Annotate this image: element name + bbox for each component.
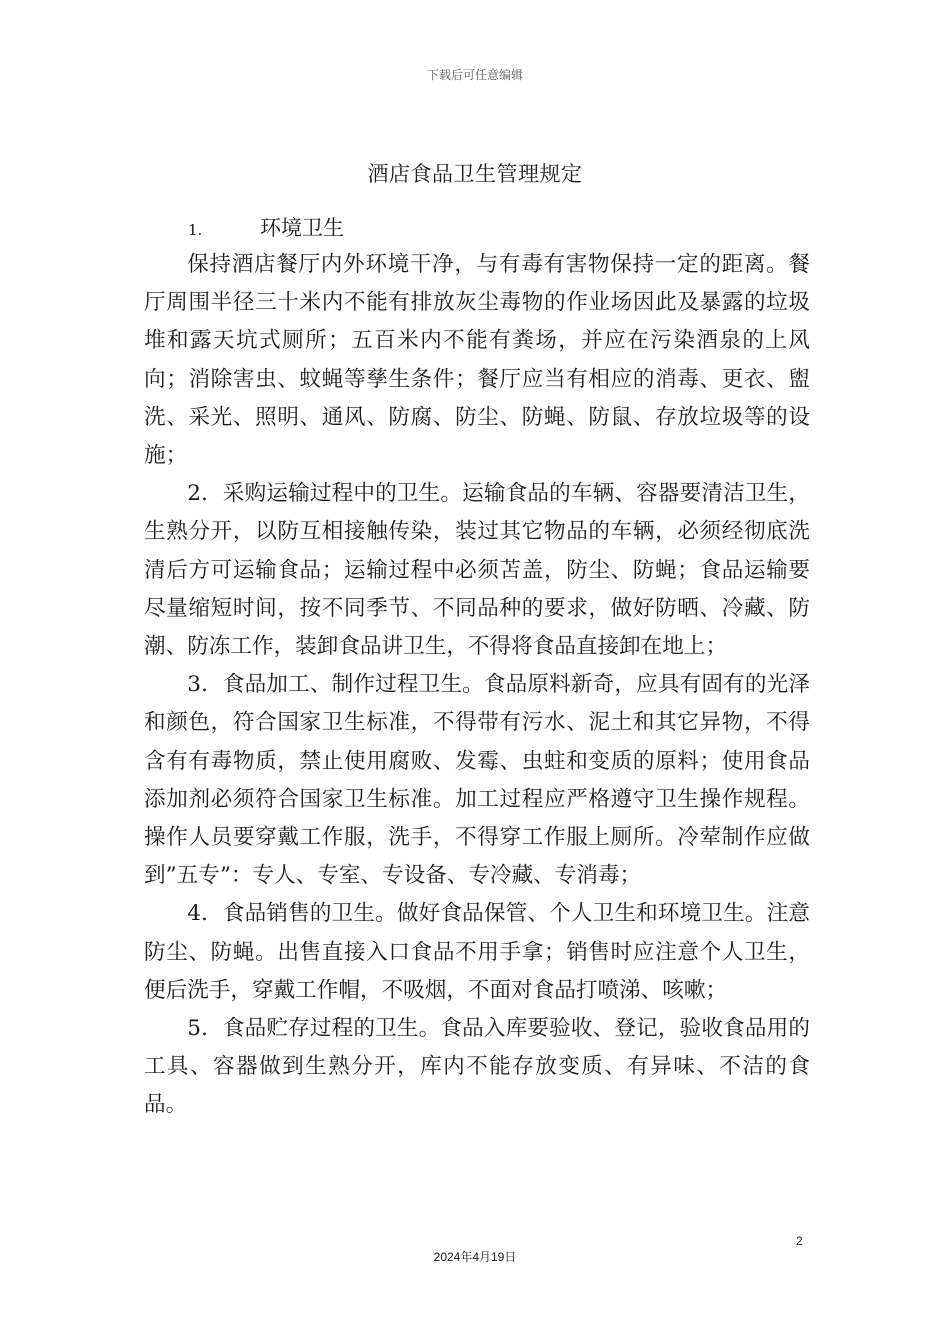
section-title: 环境卫生 [260, 216, 344, 240]
paragraph-storage: 5．食品贮存过程的卫生。食品入库要验收、登记，验收食品用的工具、容器做到生熟分开，库内不能存放变质、有异味、不洁的食品。 [144, 1016, 810, 1118]
section-heading [188, 212, 344, 242]
document-body [144, 246, 810, 1125]
header-note: 下载后可任意编辑 [426, 68, 523, 82]
paragraph-sales: 4．食品销售的卫生。做好食品保管、个人卫生和环境卫生。注意防尘、防蝇。出售直接入口食品不用手拿；销售时应注意个人卫生，便后洗手，穿戴工作帽，不吸烟，不面对食品打喷涕、咳嗽； [144, 901, 810, 1003]
footer-date: 2024年4月19日 [433, 1250, 517, 1264]
document-title: 酒店食品卫生管理规定 [367, 162, 583, 186]
page-number: 2 [796, 1234, 803, 1248]
paragraph-processing: 3．食品加工、制作过程卫生。食品原料新奇，应具有固有的光泽和颜色，符合国家卫生标准，不得带有污水、泥土和其它异物，不得含有有毒物质，禁止使用腐败、发霉、虫蛀和变质的原料；使用食品添加剂必须符合国家卫生标准。加工过程应严格遵守卫生操作规程。操作人员要穿戴工作服，洗手，不得穿工作服上厕所。冷荤制作应做到”五专”：专人、专室、专设备、专冷藏、专消毒； [144, 672, 810, 889]
paragraph-procurement: 2．采购运输过程中的卫生。运输食品的车辆、容器要清洁卫生，生熟分开，以防互相接触传染，装过其它物品的车辆，必须经彻底洗清后方可运输食品；运输过程中必须苫盖，防尘、防蝇；食品运输要尽量缩短时间，按不同季节、不同品种的要求，做好防晒、冷藏、防潮、防冻工作，装卸食品讲卫生，不得将食品直接卸在地上； [144, 481, 810, 660]
paragraph-environment: 保持酒店餐厅内外环境干净，与有毒有害物保持一定的距离。餐厅周围半径三十米内不能有排放灰尘毒物的作业场因此及暴露的垃圾堆和露天坑式厕所；五百米内不能有粪场，并应在污染酒泉的上风向；消除害虫、蚊蝇等孳生条件；餐厅应当有相应的消毒、更衣、盥洗、采光、照明、通风、防腐、防尘、防蝇、防鼠、存放垃圾等的设施； [144, 252, 810, 469]
section-number: 1. [188, 221, 203, 239]
